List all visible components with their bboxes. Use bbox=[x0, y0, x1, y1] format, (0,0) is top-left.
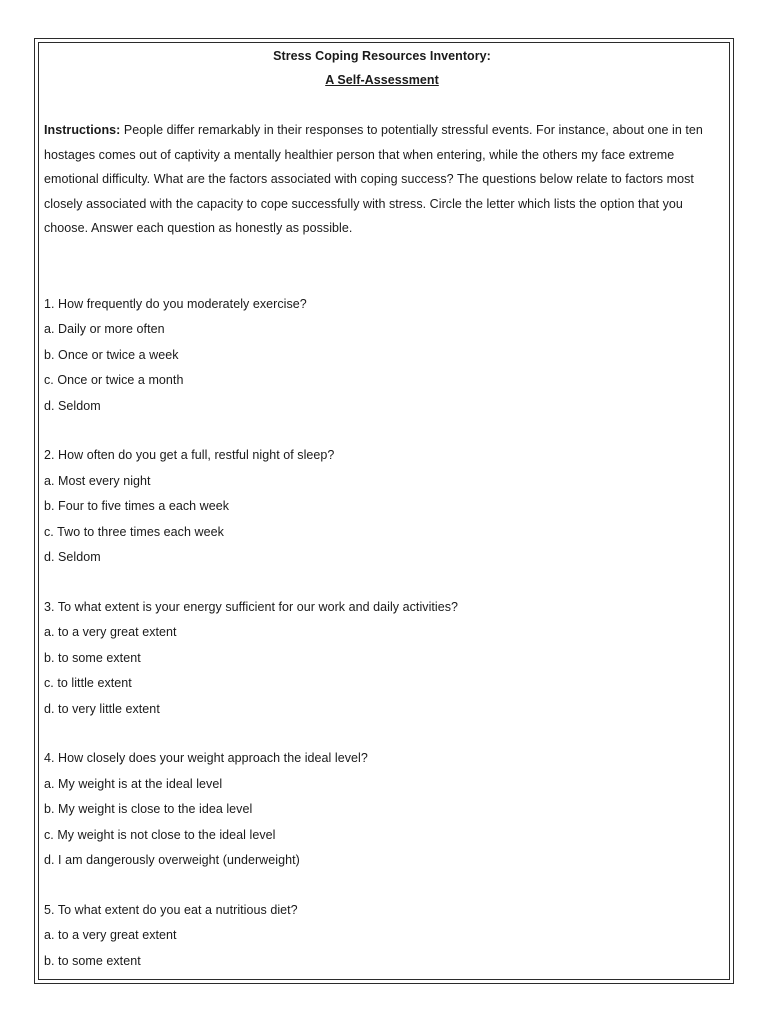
document-content bbox=[44, 44, 720, 998]
instructions-paragraph bbox=[44, 118, 720, 241]
answer-option-c[interactable]: c. Two to three times each week bbox=[44, 524, 224, 539]
answer-option-b[interactable]: b. Once or twice a week bbox=[44, 347, 179, 362]
question-text: 4. How closely does your weight approach the ideal level? bbox=[44, 751, 368, 766]
answer-option-c[interactable]: c. to little extent bbox=[44, 676, 132, 691]
answer-option-d[interactable]: d. to very little extent bbox=[44, 701, 160, 716]
answer-option-b[interactable]: b. Four to five times a each week bbox=[44, 499, 230, 514]
question-2 bbox=[44, 443, 720, 571]
questions-list bbox=[44, 292, 720, 975]
question-text: 1. How frequently do you moderately exercise? bbox=[44, 296, 307, 311]
answer-option-a[interactable]: a. Daily or more often bbox=[44, 322, 165, 337]
instructions-label: Instructions: bbox=[44, 123, 121, 137]
question-5 bbox=[44, 898, 720, 975]
answer-option-b[interactable]: b. to some extent bbox=[44, 953, 141, 968]
answer-option-a[interactable]: a. My weight is at the ideal level bbox=[44, 776, 223, 791]
question-text: 5. To what extent do you eat a nutritious diet? bbox=[44, 902, 298, 917]
answer-option-d[interactable]: d. Seldom bbox=[44, 550, 101, 565]
question-4 bbox=[44, 746, 720, 874]
question-text: 2. How often do you get a full, restful night of sleep? bbox=[44, 448, 335, 463]
answer-option-a[interactable]: a. Most every night bbox=[44, 473, 151, 488]
answer-option-d[interactable]: d. Seldom bbox=[44, 398, 101, 413]
question-1 bbox=[44, 292, 720, 420]
document-subtitle: A Self-Assessment bbox=[325, 73, 439, 87]
answer-option-b[interactable]: b. My weight is close to the idea level bbox=[44, 802, 253, 817]
page-border bbox=[34, 38, 734, 984]
question-3 bbox=[44, 595, 720, 723]
answer-option-b[interactable]: b. to some extent bbox=[44, 650, 141, 665]
question-text: 3. To what extent is your energy sufficient for our work and daily activities? bbox=[44, 599, 459, 614]
document-title: Stress Coping Resources Inventory: bbox=[273, 49, 491, 63]
answer-option-a[interactable]: a. to a very great extent bbox=[44, 625, 177, 640]
answer-option-a[interactable]: a. to a very great extent bbox=[44, 928, 177, 943]
instructions-text: People differ remarkably in their responses to potentially stressful events. For instance, about one in ten hostages comes out of captivity a mentally healthier person that when entering, while the others my face extreme emotional difficulty. What are the factors associated with coping success? The questions below relate to factors most closely associated with the capacity to cope successfully with stress. Circle the letter which lists the option that you choose. Answer each question as honestly as possible. bbox=[44, 123, 703, 236]
answer-option-c[interactable]: c. Once or twice a month bbox=[44, 373, 184, 388]
answer-option-d[interactable]: d. I am dangerously overweight (underweight) bbox=[44, 853, 300, 868]
answer-option-c[interactable]: c. My weight is not close to the ideal level bbox=[44, 827, 276, 842]
